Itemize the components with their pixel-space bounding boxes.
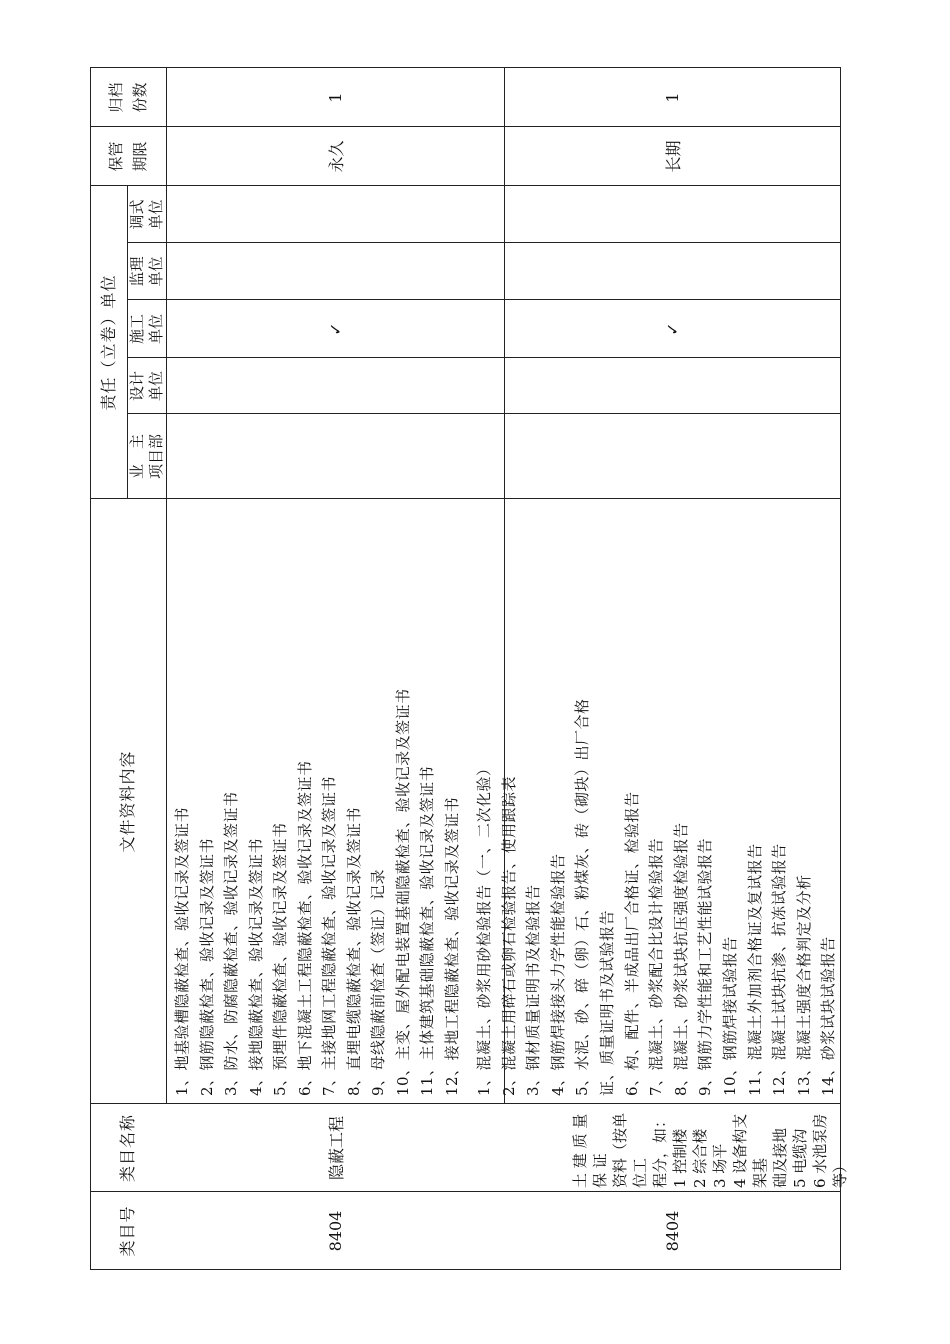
header-owner [127,414,166,499]
list-item: 6、构、配件、半成品出厂合格证、检验报告 [622,791,641,1096]
row2-name-line: 础及接地 [771,1127,789,1188]
header-supervision-line1: 监理 [127,256,146,287]
list-item: 8、混凝土、砂浆试块抗压强度检验报告 [671,822,690,1096]
row2-name-line: 6 水池泵房等） [811,1113,849,1188]
list-item: 9、钢筋力学性能和工艺性能试验报告 [696,837,715,1096]
row1-copies: 1 [325,92,345,103]
list-item: 2、钢筋隐蔽检查、验收记录及签证书 [197,837,216,1096]
list-item: 4、钢筋焊接接头力学性能检验报告 [548,853,567,1096]
header-retention-line1: 保管 [107,141,125,172]
list-item: 1、地基验槽隐蔽检查、验收记录及签证书 [173,806,191,1096]
header-code: 类目号 [118,1205,137,1257]
row1-construction-check: ✓ [325,322,345,336]
header-commissioning-line2: 单位 [146,199,165,230]
col-line-owner [127,413,841,414]
header-copies-line1: 归档 [107,82,125,113]
header-responsibility: 责任（立卷）单位 [98,274,118,411]
col-line-supervision [127,242,841,243]
header-owner-line2: 项目部 [146,434,165,480]
header-design [127,358,166,414]
list-item: 9、母线隐蔽前检查（签证）记录 [369,868,387,1096]
header-commissioning [127,186,166,243]
row2-name-line: 2 综合楼 [691,1128,709,1188]
header-construction-line2: 单位 [146,314,165,345]
header-construction [127,300,166,358]
list-item: 13、混凝土强度合格判定及分析 [794,874,813,1096]
header-design-line1: 设计 [127,371,146,402]
row2-name-line: 程分，如： [651,1112,669,1188]
row2-name-line: 1 控制楼 [671,1128,689,1188]
row1-code: 8404 [325,1210,345,1252]
list-item: 5、预埋件隐蔽检查、验收记录及签证书 [271,822,289,1096]
header-divider [166,68,167,1104]
header-design-line2: 单位 [146,371,165,402]
list-item: 6、地下混凝土工程隐蔽检查、验收记录及签证书 [295,760,314,1096]
row2-name [570,1104,850,1188]
list-item: 10、钢筋焊接试验报告 [720,936,739,1096]
archive-table-sheet [90,68,849,1270]
row2-construction-check: ✓ [662,322,682,336]
list-item: 8、直埋电缆隐蔽检查、验收记录及签证书 [344,806,363,1096]
header-copies [90,68,166,127]
list-item: 证、质量证明书及试验报告 [597,909,616,1096]
row2-name-line: 4 设备构支架基 [731,1113,769,1188]
list-item: 4、接地隐蔽检查、验收记录及签证书 [246,837,265,1096]
list-item: 12、接地工程隐蔽检查、验收记录及签证书 [442,796,461,1096]
row2-name-line: 资料（按单位工 [611,1112,649,1188]
header-construction-line1: 施工 [127,314,146,345]
list-item: 10、主变、屋外配电装置基础隐蔽检查、验收记录及签证书 [393,688,412,1096]
header-supervision-line2: 单位 [146,256,165,287]
header-owner-line1: 业 主 [127,434,146,480]
list-item: 3、钢材质量证明书及检验报告 [524,884,543,1096]
list-item: 11、混凝土外加剂合格证及复试报告 [745,843,764,1096]
header-copies-line2: 份数 [131,82,149,113]
list-item: 11、主体建筑基础隐蔽检查、验收记录及签证书 [418,765,436,1096]
row2-name-line: 5 电缆沟 [791,1128,809,1188]
list-item: 7、主接地网工程隐蔽检查、验收记录及签证书 [320,775,338,1096]
row2-content-list [472,499,841,1096]
list-item: 7、混凝土、砂浆配合比设计检验报告 [647,837,666,1096]
row1-retention: 永久 [326,140,346,173]
list-item: 2、混凝土用碎石或卵石检验报告、使用跟踪表 [499,775,518,1096]
header-retention-line2: 期限 [131,141,149,172]
row2-copies: 1 [662,92,682,103]
header-supervision [127,243,166,300]
row1-content-list [170,499,464,1096]
list-item: 1、混凝土、砂浆用砂检验报告（一、二次化验） [475,760,493,1096]
row2-name-line: 3 场平 [711,1143,729,1188]
list-item: 3、防水、防腐隐蔽检查、验收记录及签证书 [222,791,240,1096]
header-name: 类目名称 [118,1114,137,1183]
row1-name: 隐蔽工程 [326,1116,346,1181]
row2-retention: 长期 [663,140,683,173]
header-commissioning-line1: 调式 [127,199,146,230]
list-item: 5、水泥、砂、碎（卵）石、粉煤灰、砖（砌块）出厂合格 [573,698,592,1096]
header-retention [90,127,166,186]
row2-name-line: 土 建 质 量 保 证 [571,1113,609,1188]
list-item: 12、混凝土试块抗渗、抗冻试验报告 [770,843,789,1096]
header-content: 文件资料内容 [118,750,137,853]
list-item: 14、砂浆试块试验报告 [819,936,838,1096]
row2-code: 8404 [662,1210,682,1252]
